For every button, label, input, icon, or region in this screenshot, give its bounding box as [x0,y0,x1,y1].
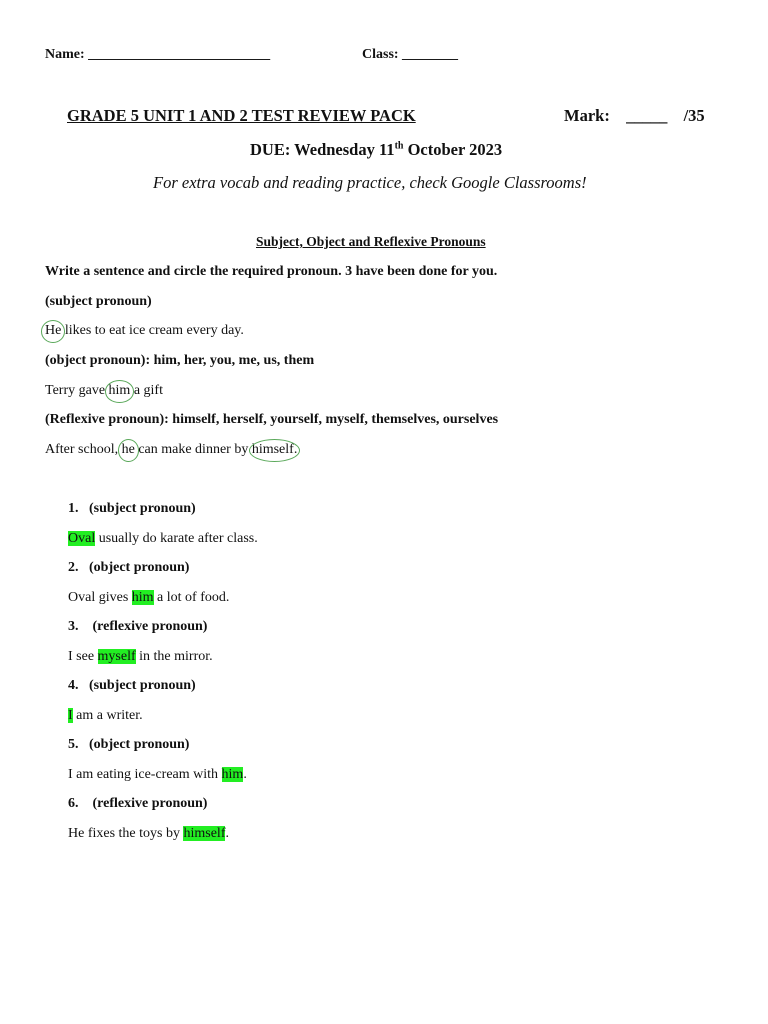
exercise-item [68,796,258,855]
exercise-item [68,560,258,619]
example-reflexive-label: (Reflexive pronoun): himself, herself, yourself, myself, themselves, ourselves [45,412,499,427]
item-number: 4. [68,678,79,693]
item-label: (reflexive pronoun) [92,619,208,634]
exercise-label [68,560,258,590]
sentence-text: I see [68,649,98,664]
due-sup: th [394,140,404,152]
item-number: 3. [68,619,79,634]
due-prefix: DUE: Wednesday 11 [250,140,395,159]
sentence-text: He fixes the toys by [68,826,184,841]
exercise-item [68,678,258,737]
highlighted-pronoun: him [131,590,154,605]
sentence-text: am a writer. [72,708,143,723]
item-label: (object pronoun) [89,737,190,752]
mark-blank: _____ [626,106,668,125]
exercise-sentence [68,826,258,855]
sentence-text: a gift [130,383,163,398]
due-date [250,140,502,160]
exercise-sentence [68,708,258,737]
exercise-list [68,501,258,855]
circled-pronoun: he [121,442,135,457]
sentence-text: . [293,442,298,457]
class-field: Class: ________ [362,47,459,62]
mark-total: /35 [683,106,705,125]
mark-label: Mark: [564,106,610,125]
example-reflexive-sentence [45,442,297,458]
sentence-text: After school, [45,442,122,457]
sentence-text: . [225,826,229,841]
exercise-item [68,737,258,796]
mark-field [564,106,705,126]
exercise-label [68,619,258,649]
classroom-note: For extra vocab and reading practice, check Google Classrooms! [153,173,587,192]
sentence-text: Terry gave [45,383,109,398]
item-number: 6. [68,796,79,811]
item-label: (object pronoun) [89,560,190,575]
exercise-label [68,501,258,531]
sentence-text: a lot of food. [153,590,230,605]
highlighted-pronoun: Oval [68,531,96,546]
section-title: Subject, Object and Reflexive Pronouns [256,234,486,249]
name-field: Name: __________________________ [45,47,271,62]
example-subject-sentence [45,323,244,339]
exercise-label [68,737,258,767]
sentence-text: can make dinner by [134,442,252,457]
item-label: (subject pronoun) [89,501,196,516]
exercise-label [68,796,258,826]
sentence-text: I am eating ice-cream with [68,767,222,782]
sentence-text: . [243,767,247,782]
highlighted-pronoun: himself [183,826,226,841]
exercise-item [68,619,258,678]
highlighted-pronoun: myself [97,649,136,664]
sentence-text: likes to eat ice cream every day. [61,323,244,338]
highlighted-pronoun: I [68,708,73,723]
item-label: (subject pronoun) [89,678,196,693]
sentence-text: usually do karate after class. [95,531,258,546]
page-title: GRADE 5 UNIT 1 AND 2 TEST REVIEW PACK [67,106,416,125]
item-number: 5. [68,737,79,752]
item-number: 2. [68,560,79,575]
example-object-sentence [45,383,163,399]
highlighted-pronoun: him [221,767,244,782]
circled-pronoun: him [108,383,131,398]
due-suffix: October 2023 [403,140,503,159]
instruction: Write a sentence and circle the required pronoun. 3 have been done for you. [45,264,498,279]
exercise-label [68,678,258,708]
sentence-text: Oval gives [68,590,132,605]
exercise-item [68,501,258,560]
item-label: (reflexive pronoun) [92,796,208,811]
sentence-text: in the mirror. [135,649,213,664]
circled-pronoun: He [45,323,62,338]
circled-pronoun: himself [251,442,294,457]
exercise-sentence [68,531,258,560]
exercise-sentence [68,649,258,678]
item-number: 1. [68,501,79,516]
example-object-label: (object pronoun): him, her, you, me, us, them [45,353,315,368]
exercise-sentence [68,590,258,619]
example-subject-label: (subject pronoun) [45,294,152,309]
exercise-sentence [68,767,258,796]
